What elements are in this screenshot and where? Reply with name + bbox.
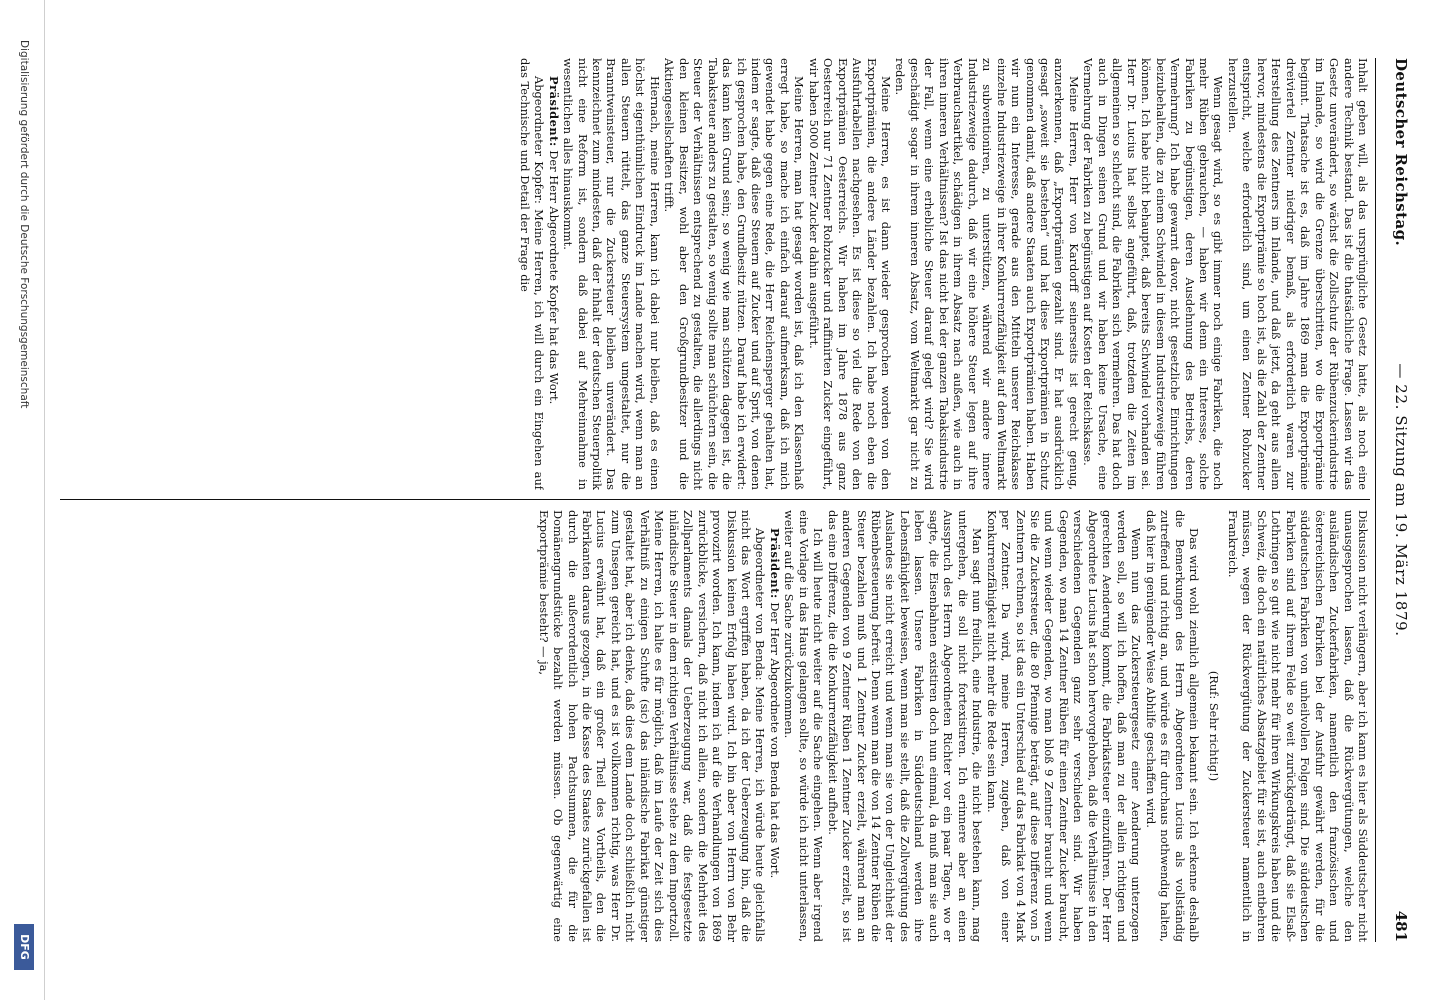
digitization-credit — [4, 0, 45, 1000]
paragraph: Inhalt geben will, als das ursprüngliche Gesetz hatte, als noch eine andere Technik bestand. Das ist die thatsächliche Frage. Lassen wir das Gesetz unverändert, so wächst die Zollschutz der Rübenzuckerindustrie im Inlande, so wird die Grenze überschritten, wo die Exportprämie beginnt. Thatsache ist es, daß im Jahre 1869 man die Exportprämie dreiviertel Zentner niedriger bemaß, als erforderlich waren zur Herstellung des Zentners im Inlande, und daß jetzt, da geht aus allem hervor, mindestens die Exportprämie so hoch ist, als die Zahl der Zentner entspricht, welche erforderlich sind, um einen Zentner Rohzucker herzustellen. — [1225, 58, 1370, 490]
publication-title: Deutscher Reichstag. — [1392, 58, 1410, 247]
credit-text: Digitalisierung gefördert durch die Deutsche Forschungsgemeinschaft — [18, 40, 30, 409]
page-number: 481 — [1392, 910, 1410, 942]
speaker-label: Präsident: — [546, 76, 561, 147]
paragraph: Wenn gesagt wird, so es gibt immer noch einige Fabriken, die noch mehr Rüben gebrauchen, — haben wir denn ein Interesse, solche Fabriken zu begünstigen, deren Ausdehnung des Betriebs, deren Vermehrung? Ich habe gewarnt davor, nicht gesetzliche Einrichtungen beizubehalten, die zu einem Schwindel in diesem Industriezweige führen können. Ich habe nicht behauptet, daß bereits Schwindel vorhanden sei. Herr Dr. Lucius hat selbst angeführt, daß, trotzdem die Zeiten im allgemeinen so schlecht sind, die Fabriken sich vermehren. Das hat doch auch in Dingen seinen Grund und wir haben keine Ursache, eine Vermehrung der Fabriken zu begünstigen auf Kosten der Reichskasse. — [1081, 58, 1226, 490]
left-column — [60, 58, 1370, 490]
speaker-text: Der Herr Abgeordnete Kopfer hat das Wort. — [546, 150, 561, 405]
header-rule — [1375, 58, 1376, 942]
paragraph: Meine Herren, Herr von Kardorff seinerseits ist gerecht genug, anzuerkennen, daß „Exportprämien gezahlt sind. Er hat ausdrücklich gesagt „soweit sie bestehen“ und hat diese Exportprämien in Schutz genommen damit, daß andere Staaten auch Exportprämien haben. Haben wir nun ein Interesse, gerade aus den Mitteln unserer Reichskasse einzelne Industriezweige in ihrer Konkurrenzfähigkeit auf dem Weltmarkt zu subventioniren, zu unterstützen, während wir andere innere Industriezweige dadurch, daß wir eine höhere Steuer legen auf ihre Verbrauchsartikel, schädigen in ihrem Absatz nach außen, wie auch in ihren inneren Verhältnissen? Ist das nicht bei der ganzen Tabaksindustrie der Fall, wenn eine erhebliche Steuer darauf gelegt wird? Sie wird geschädigt sogar in ihrem inneren Absatz, vom Weltmarkt gar nicht zu reden. — [893, 58, 1081, 490]
paragraph: Meine Herren, man hat gesagt worden ist, daß ich den Klassenhaß erregt habe, so mache ich einfach darauf aufmerksam, daß ich mich gewendet habe gegen eine Rede, die Herr Reichensperger gehalten hat, indem er sagte, daß diese Steuern auf Zucker und auf Sprit, von denen ich gesprochen habe, den Grundbesitz nützen. Darauf habe ich erwidert: das kann kein Grund sein; so wenig wie man schützen dagegen ist, die Tabaksteuer anders zu gestalten, so wenig sollte man schüchtern sein, die Steuer der Verhältnissen entsprechend zu gestalten, die allerdings nicht den kleinen Besitzer, wohl aber den Großgrundbesitzer und die Aktiengesellschaften trifft. — [662, 58, 807, 490]
speaker-text: Der Herr Abgeordnete von Benda hat das Wort. — [767, 602, 782, 879]
paragraph: Abgeordneter von Benda: Meine Herren, ich würde heute gleichfalls nicht das Wort ergriffen haben, da ich der Ueberzeugung bin, daß die Diskussion keinen Erfolg haben wird. Ich bin aber von Herrn von Behr provozirt worden. Ich kann, indem ich auf die Verhandlungen von 1869 zurückblicke, versichern, daß nicht ich allein, sondern die Mehrheit des Zollparlaments damals der Ueberzeugung war, daß die festgesetzte inländische Steuer in dem richtigen Verhältnisse stehe zu dem Importzoll. Meine Herren, ich halte es für möglich, daß im Laufe der Zeit sich dies Verhältniß zu einigen Schufte (sic) das inländische Fabrikat günstiger gestaltet hat, aber ich denke, daß dies dem Lande doch schließlich nicht zum Unsegen gereicht hat, und es ist vollkommen richtig, was Herr Dr. Lucius erwähnt hat, daß ein großer Theil des Vortheils, den die Fabrikanten daraus gezogen, in die Kasse des Staates zurückgefallen ist durch die außerordentlich hohen Pachtsummen, die für die Domänengrundstücke bezahlt werden müssen. Ob gegenwärtig eine Exportprämie besteht? — ja, — [536, 510, 768, 942]
paragraph: Meine Herren, es ist dann wieder gesprochen worden von den Exportprämien, die andere Länder bezahlen. Ich habe noch eben die Ausfuhrtabellen nachgesehen. Es ist diese so viel die Rede von den Exportprämien Oesterreichs. Wir haben im Jahre 1878 aus ganz Oesterreich nur 71 Zentner Rohzucker und raffinirten Zucker eingeführt, wir haben 5000 Zentner Zucker dahin ausgeführt. — [806, 58, 894, 490]
paragraph: Das wird wohl ziemlich allgemein bekannt sein. Ich erkenne deshalb die Bemerkungen des Herrn Abgeordneten Lucius als vollständig zutreffend und richtig an, und würde es für durchaus nothwendig halten, daß hier in genügender Weise Abhilfe geschaffen wird. — [1143, 510, 1202, 942]
dfg-logo: DFG — [14, 924, 34, 970]
right-column — [60, 510, 1370, 942]
paragraph: Wenn nun das Zuckersteuergesetz einer Aenderung unterzogen werden soll, so will ich hoffen, daß man zu der allein richtigen und gerechten Aenderung kommt, die Fabrikatsteuer einzuführen. Der Herr Abgeordnete Lucius hat schon hervorgehoben, daß die Verhältnisse in den verschiedenen Gegenden ganz sehr verschieden sind. Wir haben Gegenden, wo man 14 Zentner Rüben für einen Zentner Zucker braucht, und wenn wieder Gegenden, wo man bloß 9 Zentner braucht und wenn Sie die Zuckersteuer, die 80 Pfennige beträgt, auf diese Differenz von 5 Zentnern rechnen, so ist das ein Unterschied auf das Fabrikat von 4 Mark per Zentner. Da wird, meine Herren, zugeben, daß von einer Konkurrenzfähigkeit nicht mehr die Rede sein kann. — [984, 510, 1144, 942]
session-date: — 22. Sitzung am 19. März 1879. — [1392, 363, 1410, 637]
speaker-label: Präsident: — [767, 528, 782, 599]
column-divider — [60, 499, 1370, 500]
paragraph: Ich will heute nicht weiter auf die Sache eingehen. Wenn aber irgend eine Vorlage in das Haus gelangen sollte, so würde ich nicht unterlassen, weiter auf die Sache zurückzukommen. — [782, 510, 826, 942]
page-header — [1382, 58, 1416, 942]
paragraph: Hiernach, meine Herren, kann ich dabei nur bleiben, daß es einen höchst eigenthümlichen Eindruck im Lande machen wird, wenn man an allen Steuern rüttelt, das ganze Steuersystem umgestaltet, nur die Branntweinsteuer, nur die Zuckersteuer bleiben unverändert. Das kennzeichnet zum mindesten, daß der Inhalt der deutschen Steuerpolitik nicht eine Reform ist, sondern daß dabei auf Mehreinnahme in wesentlichen alles hinauskommt. — [561, 58, 662, 490]
interjection: (Ruf: Sehr richtig!) — [1207, 670, 1222, 782]
paragraph: Diskussion nicht verlängern, aber ich kann es hier als Süddeutscher nicht unausgesprochen lassen, daß die Rückvergütungen, welche den ausländischen Zuckerfabriken, namentlich den französischen und österreichischen Fabriken bei der Ausfuhr gewährt werden, für die süddeutschen Fabriken von unheilvollen Folgen sind. Die süddeutschen Fabriken sind auf ihrem Felde so weit zurückgedrängt, daß sie Elsaß-Lothringen so gut wie nicht mehr für ihren Wirkungskreis haben und die Schweiz, die doch ein natürliches Absatzgebiet für sie ist, auch entbehren müssen, wegen der Rückvergütung der Zuckersteuer namentlich in Frankreich. — [1225, 510, 1370, 942]
paragraph: Man sagt nun freilich, eine Industrie, die nicht bestehen kann, mag untergehen, die soll nicht fortexistiren. Ich erinnere aber an einen Ausspruch des Herrn Abgeordneten Richter vor ein paar Tagen, wo er sagte, die Eisenbahnen existiren doch nun einmal, da muß man sie auch leben lassen. Unsere Fabriken in Süddeutschland werden ihre Lebensfähigkeit beweisen, wenn man sie stellt, daß die Zollvergütung des Auslandes sie nicht erreicht und wenn man sie von der Ungleichheit der Rübenbesteuerung befreit. Denn wenn man die von 14 Zentner Rüben die Steuer bezahlen muß und 1 Zentner Zucker erzielt, während man an anderen Gegenden von 9 Zentner Rüben 1 Zentner Zucker erzielt, so ist das eine Differenz, die die Konkurrenzfähigkeit aufhebt. — [825, 510, 985, 942]
speaker-line — [767, 510, 781, 942]
paragraph: Abgeordneter Kopfer: Meine Herren, ich will durch ein Eingehen auf das Technische und Detail der Frage die — [517, 58, 547, 490]
speaker-line — [546, 58, 560, 490]
